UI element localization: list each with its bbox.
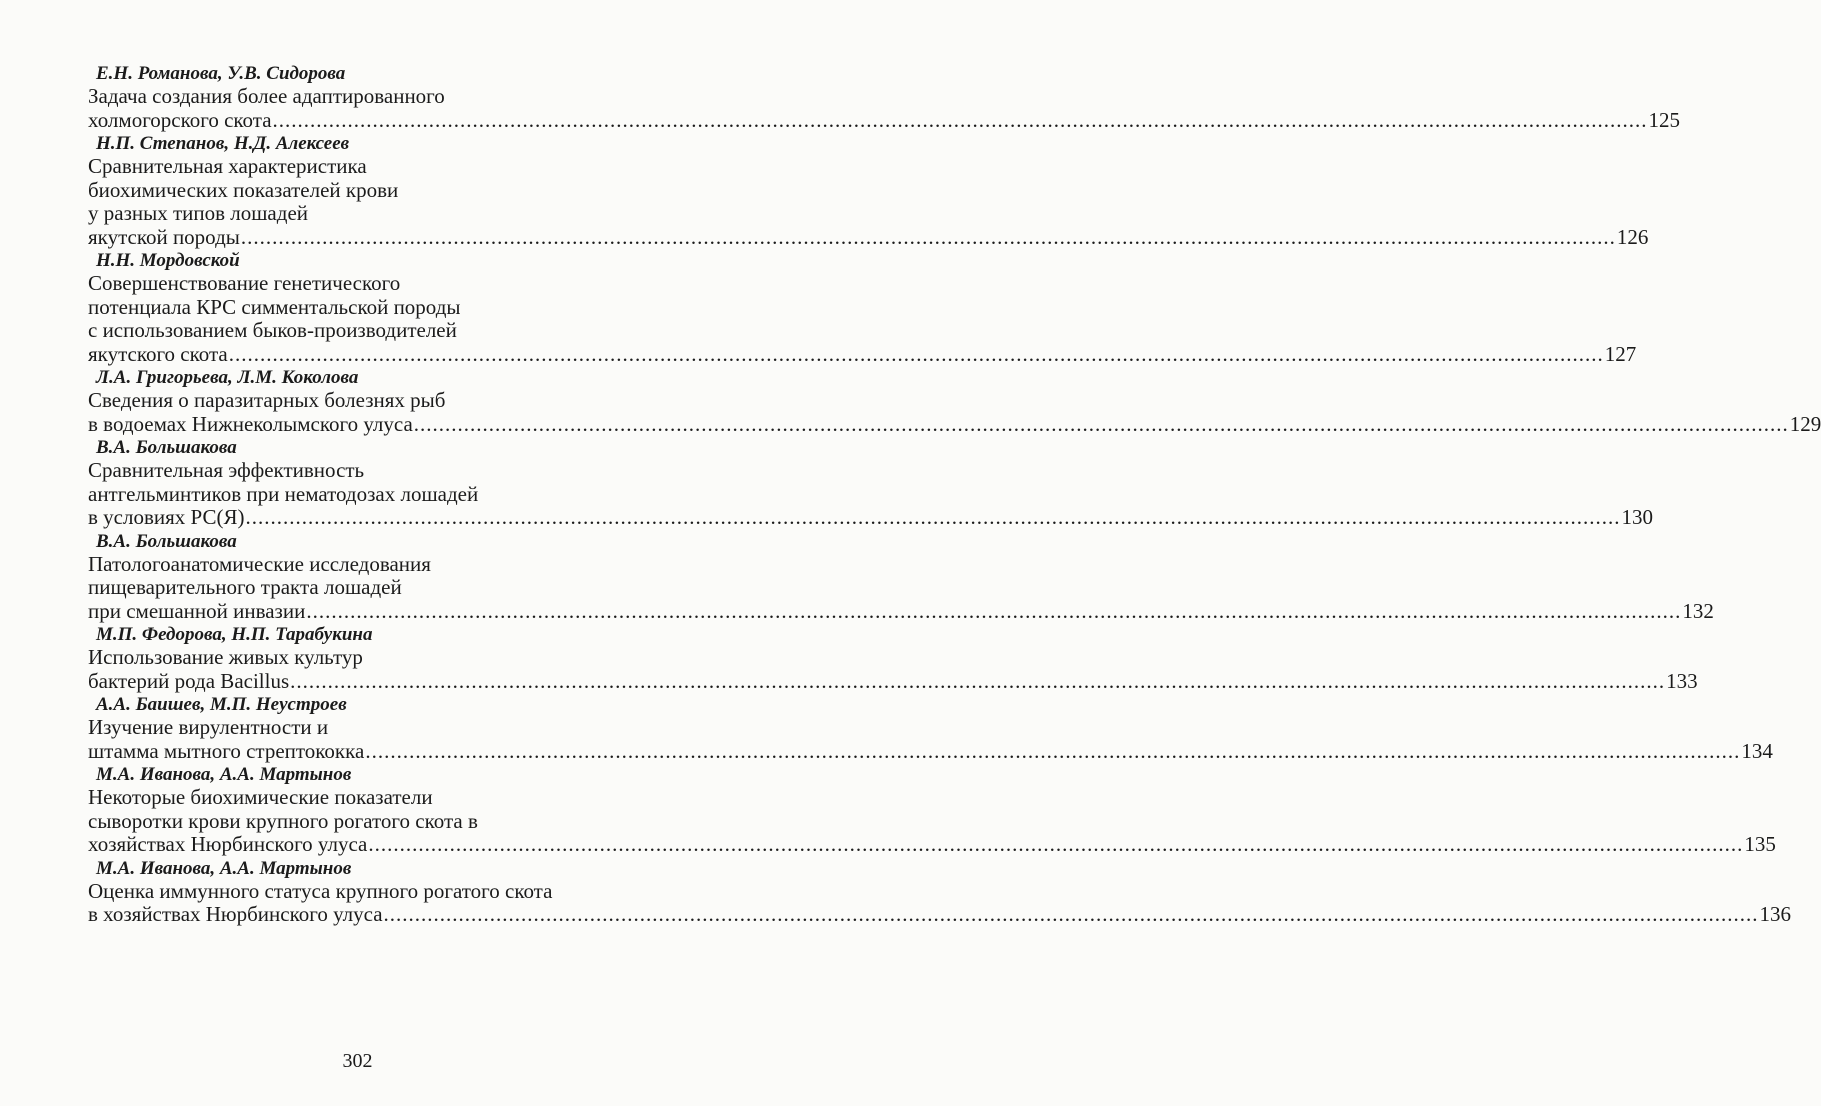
- toc-entry-last-line: [88, 738, 1773, 764]
- toc-entry-last-line: [88, 668, 1698, 694]
- dot-leader: ............................................................................................................................................................................................................................: [245, 505, 1621, 529]
- toc-entry: [88, 530, 1714, 624]
- toc-entry-title-line: Совершенствование генетического: [88, 271, 401, 295]
- toc-entry-page: 129: [1789, 411, 1821, 436]
- toc-entry-last-line: [88, 411, 1821, 437]
- toc-entry-title-line: с использованием быков-производителей: [88, 318, 457, 342]
- toc-entry-last-line: [88, 224, 1649, 250]
- toc-entry-title-line: сыворотки крови крупного рогатого скота в: [88, 808, 478, 833]
- toc-entry-title-line: пищеварительного тракта лошадей: [88, 575, 402, 599]
- toc-entry-last-line: [88, 341, 1637, 367]
- toc-entry: [88, 132, 1649, 249]
- toc-entry-page: 127: [1604, 341, 1637, 366]
- toc-entry-authors: В.А. Большакова: [96, 437, 237, 458]
- toc-entry-title-line: Сведения о паразитарных болезнях рыб: [88, 388, 446, 412]
- toc-entry-title-line: биохимических показателей крови: [88, 177, 399, 202]
- toc-entry-title-line: холмогорского скота: [88, 107, 272, 132]
- toc-entry: [88, 857, 1792, 927]
- toc-entry-title-line: Сравнительная эффективность: [88, 458, 365, 482]
- toc-entry-title-line: у разных типов лошадей: [88, 201, 308, 225]
- toc-entry-page: 126: [1616, 224, 1649, 249]
- toc-entry-page: 132: [1682, 598, 1714, 623]
- toc-entry: [88, 366, 1821, 436]
- toc-entry-title-line: штамма мытного стрептококка: [88, 738, 365, 763]
- toc-entry-title-line: якутского скота: [88, 341, 228, 366]
- toc-entry-page: 135: [1744, 832, 1776, 856]
- dot-leader: ............................................................................................................................................................................................................................: [272, 107, 1648, 132]
- toc-entry-title-line: Использование живых культур: [88, 645, 363, 669]
- toc-entry-title-line: якутской породы: [88, 224, 240, 249]
- toc-entry-title-line: в водоемах Нижнеколымского улуса: [88, 411, 413, 436]
- toc-entry-authors: А.А. Баишев, М.П. Неустроев: [96, 694, 347, 715]
- toc-entry-last-line: [88, 505, 1653, 530]
- dot-leader: ............................................................................................................................................................................................................................: [228, 341, 1604, 366]
- toc-entry-title-line: бактерий рода Bacillus: [88, 668, 290, 693]
- toc-entry-page: 134: [1741, 738, 1773, 763]
- toc-entry-authors: М.А. Иванова, А.А. Мартынов: [96, 764, 352, 785]
- toc-entry-authors: М.П. Федорова, Н.П. Тарабукина: [96, 624, 373, 645]
- toc-entry-last-line: [88, 902, 1792, 927]
- toc-entry-last-line: [88, 598, 1714, 624]
- toc-entry-title-line: Сравнительная характеристика: [88, 154, 367, 178]
- toc-entry-page: 136: [1759, 902, 1792, 926]
- toc-entry-title-line: Оценка иммунного статуса крупного рогатого скота: [88, 878, 553, 903]
- toc-entry-title-line: Задача создания более адаптированного: [88, 84, 445, 108]
- toc-entry: [88, 436, 1653, 530]
- toc-entry-authors: Л.А. Григорьева, Л.М. Коколова: [96, 367, 359, 388]
- dot-leader: ............................................................................................................................................................................................................................: [413, 411, 1789, 436]
- toc-entry: [88, 763, 1776, 857]
- toc-entry-authors: Е.Н. Романова, У.В. Сидорова: [96, 63, 346, 84]
- toc-entry: [88, 62, 1681, 132]
- toc-entry-authors: М.А. Иванова, А.А. Мартынов: [96, 857, 352, 879]
- toc-entry-authors: В.А. Большакова: [96, 530, 237, 552]
- toc-entry-title-line: в условиях РС(Я): [88, 505, 245, 529]
- toc-entry-page: 133: [1666, 668, 1698, 693]
- toc-entry-page: 125: [1648, 107, 1681, 132]
- toc-entry-authors: Н.Н. Мордовской: [96, 250, 240, 271]
- toc-entry: [88, 249, 1637, 366]
- dot-leader: ............................................................................................................................................................................................................................: [290, 668, 1666, 693]
- dot-leader: ............................................................................................................................................................................................................................: [306, 598, 1682, 623]
- toc-entry-title-line: Некоторые биохимические показатели: [88, 785, 433, 809]
- toc-entry: [88, 693, 1773, 763]
- toc-entry-page: 130: [1621, 505, 1653, 529]
- toc-entry-title-line: Изучение вирулентности и: [88, 715, 329, 739]
- toc-entry-title-line: хозяйствах Нюрбинского улуса: [88, 832, 368, 856]
- toc-entry-last-line: [88, 832, 1776, 857]
- toc-entry-title-line: антгельминтиков при нематодозах лошадей: [88, 481, 479, 506]
- toc-entry-title-line: в хозяйствах Нюрбинского улуса: [88, 902, 383, 926]
- dot-leader: ............................................................................................................................................................................................................................: [383, 902, 1759, 926]
- toc-entry-title-line: Патологоанатомические исследования: [88, 551, 431, 576]
- toc-entry-title-line: при смешанной инвазии: [88, 598, 306, 623]
- dot-leader: ............................................................................................................................................................................................................................: [240, 224, 1616, 249]
- dot-leader: ............................................................................................................................................................................................................................: [368, 832, 1744, 856]
- table-of-contents: [88, 62, 1821, 927]
- toc-entry-title-line: потенциала КРС симментальской породы: [88, 294, 461, 319]
- toc-entry-authors: Н.П. Степанов, Н.Д. Алексеев: [96, 133, 350, 154]
- dot-leader: ............................................................................................................................................................................................................................: [365, 738, 1741, 763]
- toc-entry-last-line: [88, 107, 1681, 133]
- toc-entry: [88, 623, 1698, 693]
- page-number: 302: [342, 1050, 373, 1072]
